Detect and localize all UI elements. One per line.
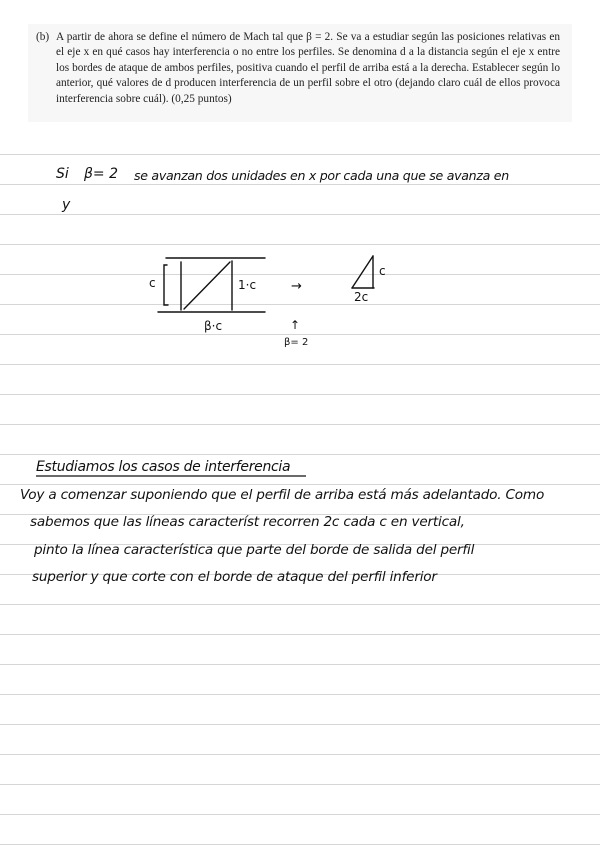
note-line2-text: y bbox=[62, 197, 71, 213]
label-beta-c: β·c bbox=[204, 319, 223, 333]
note-paragraph-line-3: pinto la línea característica que parte del borde de salida del perfil bbox=[34, 542, 475, 558]
note-paragraph-line-4: superior y que corte con el borde de ataque del perfil inferior bbox=[32, 569, 437, 585]
note-beta: β= 2 bbox=[84, 166, 119, 182]
label-small-c: c bbox=[379, 264, 386, 278]
note-paragraph-line-2: sabemos que las líneas característ recorren 2c cada c en vertical, bbox=[30, 514, 465, 530]
note-paragraph-line-1: Voy a comenzar suponiendo que el perfil de arriba está más adelantado. Como bbox=[20, 487, 545, 503]
problem-text: A partir de ahora se define el número de Mach tal que β = 2. Se va a estudiar según las posiciones relativas en el eje x en qué casos hay interferencia o no entre los perfiles. Se denomina d a la distancia según el eje x entre los bordes de ataque de ambos perfiles, positiva cuando el perfil de arriba está a la derecha. Establecer según lo anterior, qué valores de d producen interferencia de un perfil sobre el otro (dejando claro cuál de ellos provoca interferencia sobre cuál). (0,25 puntos) bbox=[56, 31, 560, 105]
arrow-icon: → bbox=[291, 279, 302, 294]
label-2c: 2c bbox=[354, 290, 369, 304]
note-heading: Estudiamos los casos de interferencia bbox=[36, 459, 291, 475]
beta-arrow-icon: ↑ bbox=[290, 318, 301, 332]
label-1c: 1·c bbox=[238, 278, 257, 292]
problem-marker: (b) bbox=[36, 31, 50, 43]
note-line1-text: se avanzan dos unidades en x por cada una que se avanza en bbox=[134, 168, 509, 183]
label-beta-2: β= 2 bbox=[284, 337, 309, 348]
label-c-left: c bbox=[149, 276, 156, 290]
note-si: Si bbox=[56, 166, 69, 182]
